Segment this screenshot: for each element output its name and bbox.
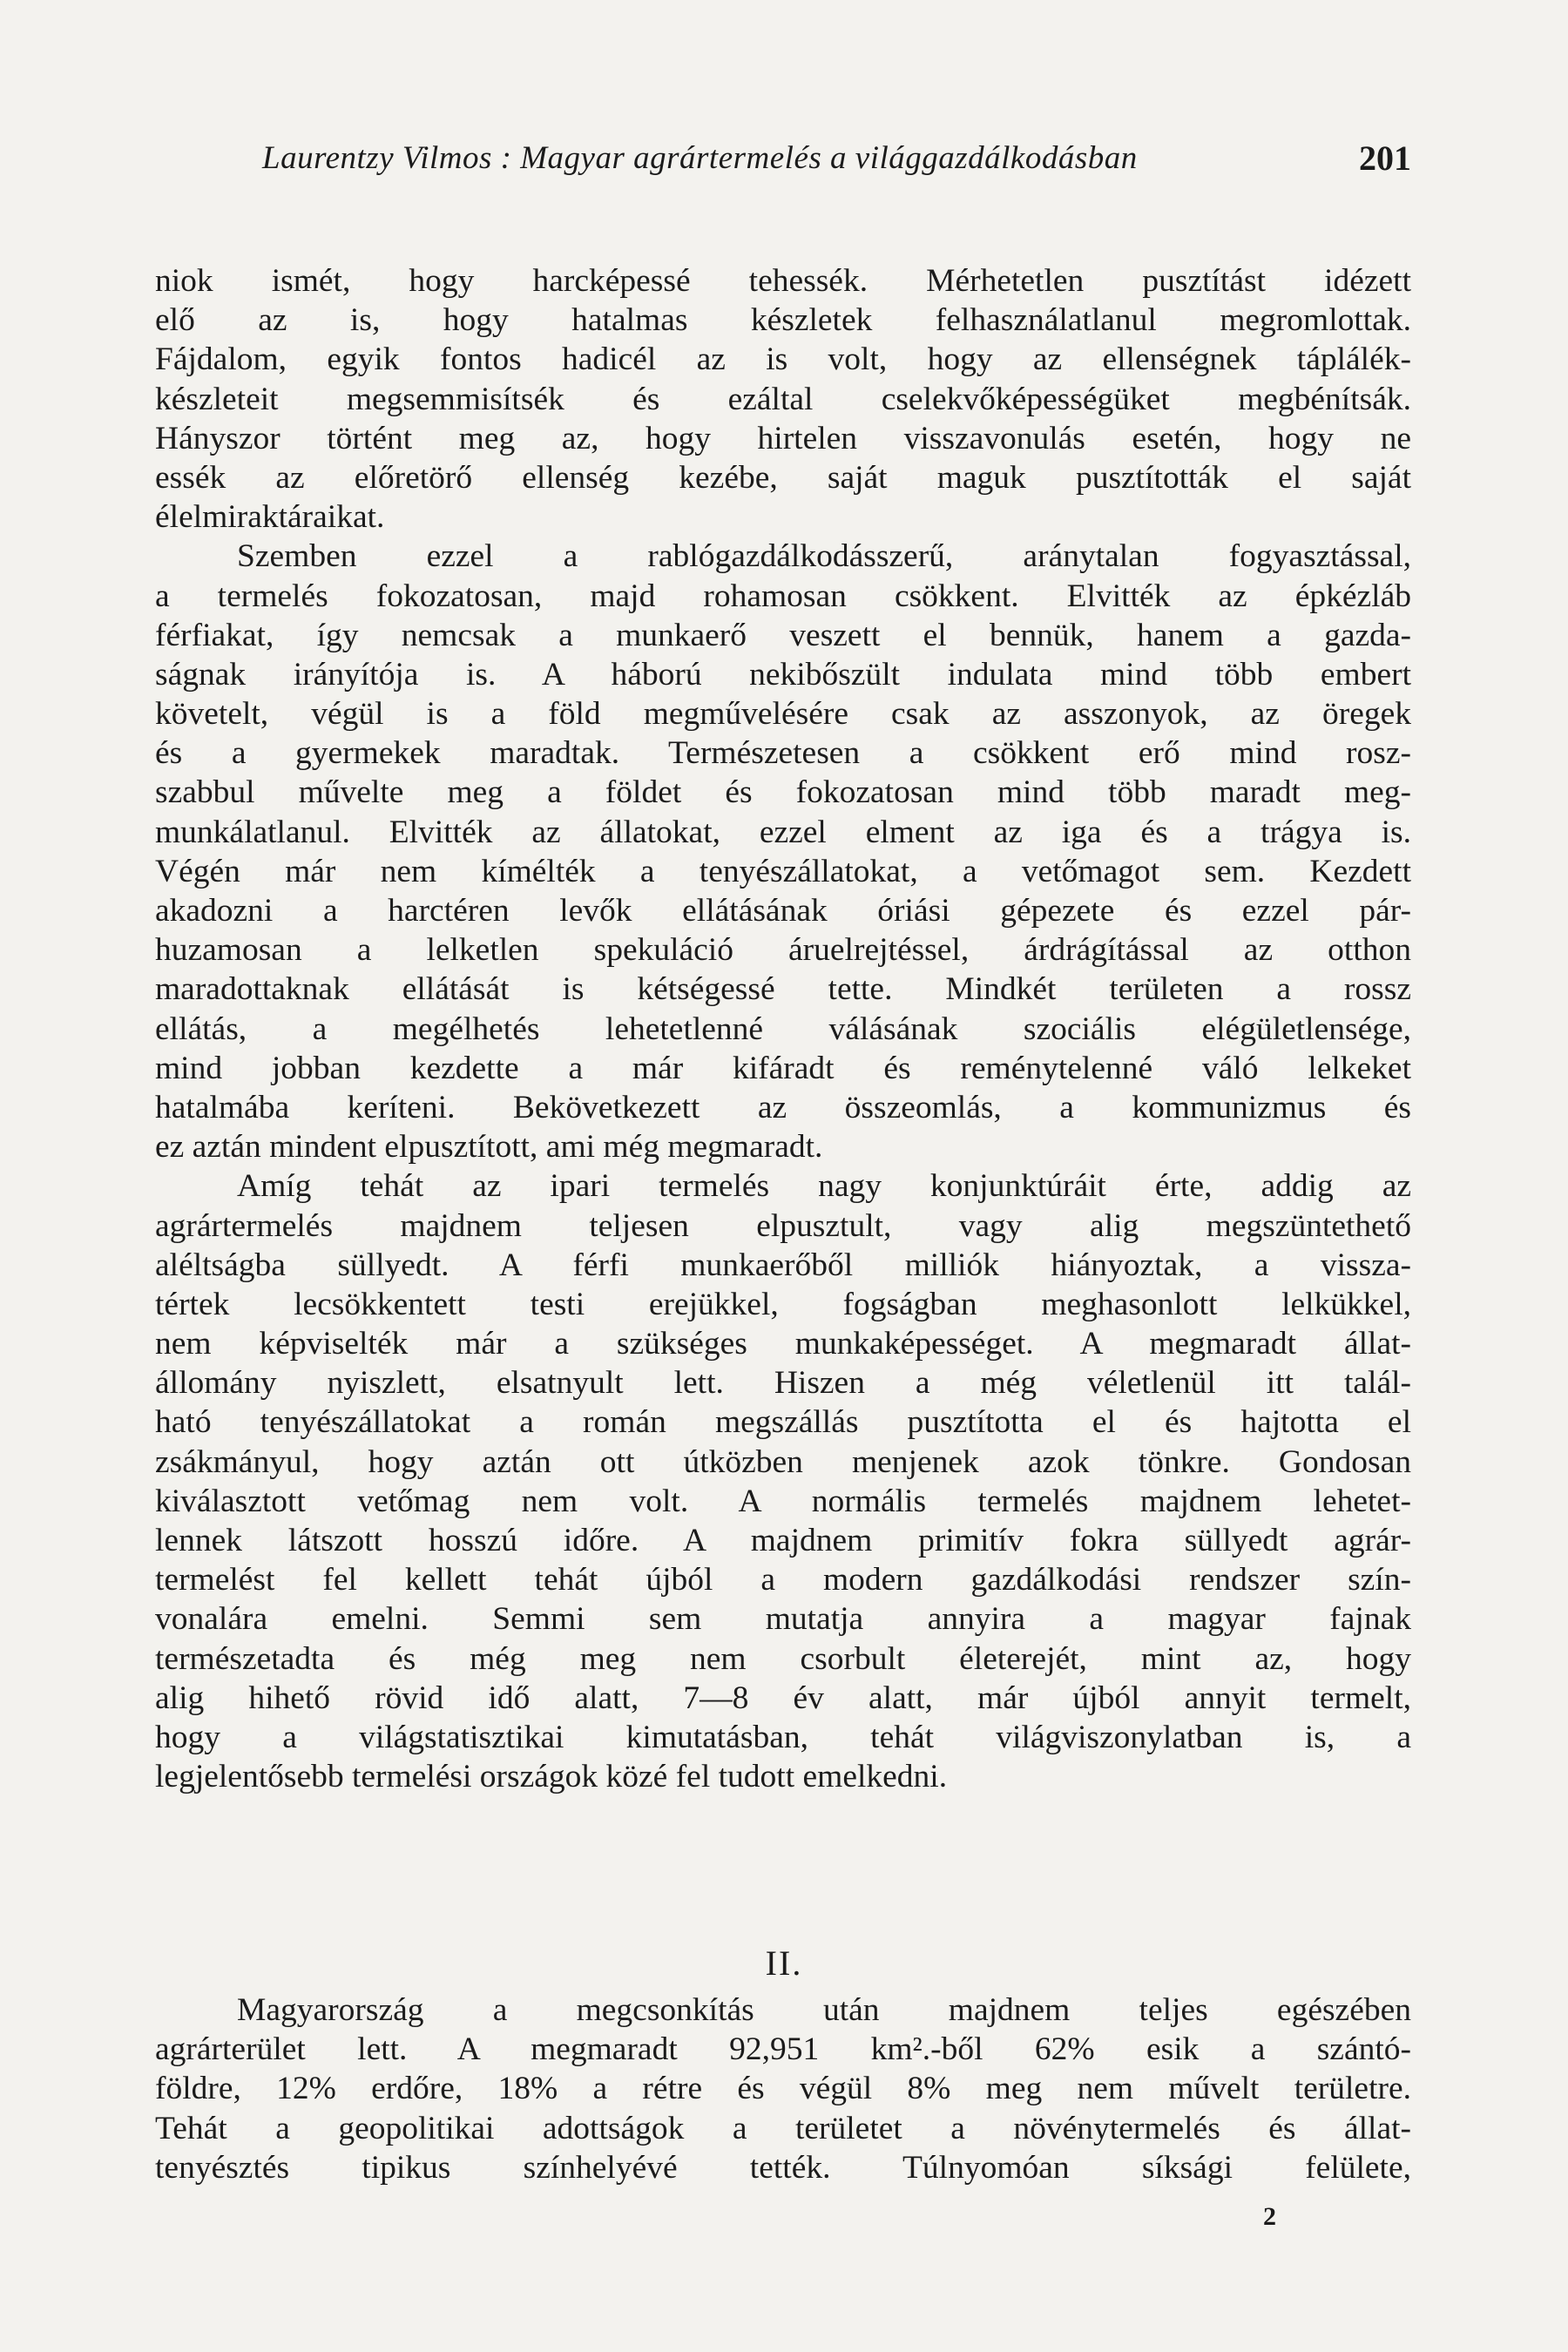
text-line: akadozni a harctéren levők ellátásának óriási gépezete és ezzel pár- [155,893,1411,929]
text-line: agrártermelés majdnem teljesen elpusztult, vagy alig megszüntethető [155,1207,1411,1244]
text-line: élelmiraktáraikat. [155,499,385,536]
text-line: elő az is, hogy hatalmas készletek felhasználatlanul megromlottak. [155,302,1411,339]
text-line: férfiakat, így nemcsak a munkaerő veszett el bennük, hanem a gazda- [155,617,1411,653]
text-line: kiválasztott vetőmag nem volt. A normális termelés majdnem lehetet- [155,1483,1411,1519]
text-line: aléltságba süllyedt. A férfi munkaerőből milliók hiányoztak, a vissza- [155,1247,1411,1283]
text-line: követelt, végül is a föld megművelésére csak az asszonyok, az öregek [155,696,1411,733]
text-line: természetadta és még meg nem csorbult életerejét, mint az, hogy [155,1640,1411,1677]
running-head [155,139,1411,192]
text-line: agrárterület lett. A megmaradt 92,951 km².-ből 62% esik a szántó- [155,2031,1411,2068]
running-title: Laurentzy Vilmos : Magyar agrártermelés a világgazdálkodásban [262,140,1138,176]
text-line: maradottaknak ellátását is kétségessé tette. Mindkét területen a rossz [155,971,1411,1008]
text-line: zsákmányul, hogy aztán ott útközben menjenek azok tönkre. Gondosan [155,1443,1411,1480]
text-line: és a gyermekek maradtak. Természetesen a csökkent erő mind rosz- [155,735,1411,772]
text-line: Végén már nem kímélték a tenyészállatokat, a vetőmagot sem. Kezdett [155,853,1411,889]
text-line: nem képviselték már a szükséges munkaképességet. A megmaradt állat- [155,1326,1411,1362]
page-number: 201 [1359,139,1411,178]
text-line: tenyésztés tipikus színhelyévé tették. Túlnyomóan síksági felülete, [155,2149,1411,2186]
section-heading: II. [765,1943,803,1983]
text-line: mind jobban kezdette a már kifáradt és reménytelenné váló lelkeket [155,1050,1411,1086]
text-line: niok ismét, hogy harcképessé tehessék. Mérhetetlen pusztítást idézett [155,263,1411,299]
text-line: munkálatlanul. Elvitték az állatokat, ezzel elment az iga és a trágya is. [155,814,1411,850]
text-line: legjelentősebb termelési országok közé fel tudott emelkedni. [155,1759,948,1795]
text-line: Tehát a geopolitikai adottságok a területet a növénytermelés és állat- [155,2110,1411,2146]
text-line: lennek látszott hosszú időre. A majdnem primitív fokra süllyedt agrár- [155,1523,1411,1558]
text-line: Szemben ezzel a rablógazdálkodásszerű, aránytalan fogyasztással, [237,538,1411,575]
text-line: földre, 12% erdőre, 18% a rétre és végül 8% meg nem művelt területre. [155,2071,1411,2107]
text-line: huzamosan a lelketlen spekuláció áruelrejtéssel, árdrágítással az otthon [155,932,1411,969]
text-line: ez aztán mindent elpusztított, ami még megmaradt. [155,1129,823,1166]
body-text [155,261,1411,1796]
paragraph-3 [155,1166,1411,1796]
text-line: Amíg tehát az ipari termelés nagy konjunktúráit érte, addig az [237,1168,1411,1205]
text-line: ellátás, a megélhetés lehetetlenné válásának szociális elégületlensége, [155,1010,1411,1047]
text-line: szabbul művelte meg a földet és fokozatosan mind több maradt meg- [155,774,1411,811]
text-line: állomány nyiszlett, elsatnyult lett. Hiszen a még véletlenül itt talál- [155,1365,1411,1402]
text-line: Magyarország a megcsonkítás után majdnem teljes egészében [237,1992,1411,2028]
text-line: készleteit megsemmisítsék és ezáltal cselekvőképességüket megbénítsák. [155,381,1411,417]
sheet-mark: 2 [1263,2202,1276,2231]
text-line: Fájdalom, egyik fontos hadicél az is volt, hogy az ellenségnek táplálék- [155,341,1411,378]
paragraph-1 [155,261,1411,537]
text-line: Hányszor történt meg az, hogy hirtelen visszavonulás esetén, hogy ne [155,420,1411,456]
text-line: tértek lecsökkentett testi erejükkel, fogságban meghasonlott lelkükkel, [155,1286,1411,1322]
text-line: hatalmába keríteni. Bekövetkezett az összeomlás, a kommunizmus és [155,1089,1411,1125]
text-line: a termelés fokozatosan, majd rohamosan csökkent. Elvitték az épkézláb [155,578,1411,614]
section-text [155,1990,1411,2187]
text-line: vonalára emelni. Semmi sem mutatja annyira a magyar fajnak [155,1601,1411,1638]
text-line: essék az előretörő ellenség kezébe, saját maguk pusztították el saját [155,459,1411,496]
text-line: hogy a világstatisztikai kimutatásban, tehát világviszonylatban is, a [155,1719,1411,1755]
paragraph-2 [155,537,1411,1166]
text-line: ható tenyészállatokat a román megszállás pusztította el és hajtotta el [155,1404,1411,1441]
text-line: alig hihető rövid idő alatt, 7—8 év alatt, már újból annyit termelt, [155,1680,1411,1716]
text-line: termelést fel kellett tehát újból a modern gazdálkodási rendszer szín- [155,1562,1411,1598]
text-line: ságnak irányítója is. A háború nekibőszült indulata mind több embert [155,656,1411,693]
